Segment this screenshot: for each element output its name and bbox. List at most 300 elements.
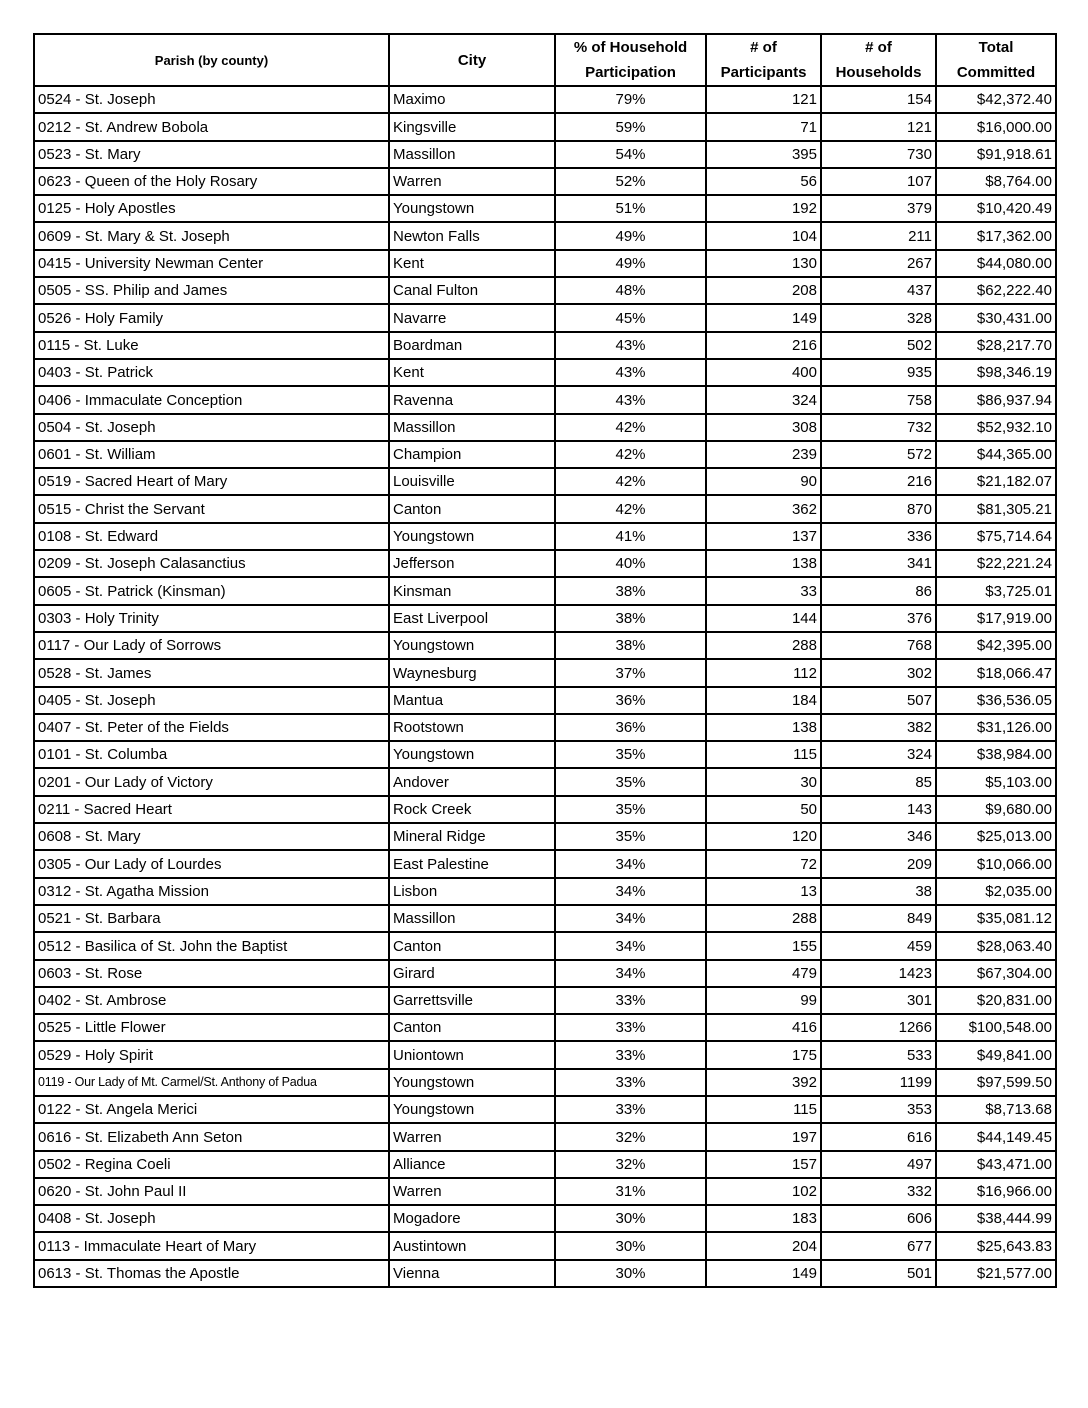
cell-parish: 0525 - Little Flower — [34, 1014, 389, 1041]
cell-household-participation: 45% — [555, 304, 706, 331]
table-row — [34, 905, 1056, 932]
cell-participants: 115 — [706, 741, 821, 768]
cell-parish: 0403 - St. Patrick — [34, 359, 389, 386]
header-total-committed: Total Committed — [936, 34, 1056, 86]
cell-households: 768 — [821, 632, 936, 659]
cell-city: Youngstown — [389, 1069, 555, 1096]
cell-participants: 56 — [706, 168, 821, 195]
table-row — [34, 1178, 1056, 1205]
cell-city: Massillon — [389, 141, 555, 168]
cell-city: Canal Fulton — [389, 277, 555, 304]
cell-total-committed: $42,395.00 — [936, 632, 1056, 659]
cell-households: 1423 — [821, 960, 936, 987]
cell-households: 502 — [821, 332, 936, 359]
cell-parish: 0524 - St. Joseph — [34, 86, 389, 113]
table-row — [34, 1069, 1056, 1096]
cell-household-participation: 43% — [555, 386, 706, 413]
cell-households: 606 — [821, 1205, 936, 1232]
cell-households: 301 — [821, 987, 936, 1014]
cell-participants: 71 — [706, 113, 821, 140]
cell-households: 533 — [821, 1041, 936, 1068]
cell-households: 849 — [821, 905, 936, 932]
cell-total-committed: $44,080.00 — [936, 250, 1056, 277]
cell-parish: 0519 - Sacred Heart of Mary — [34, 468, 389, 495]
cell-households: 209 — [821, 850, 936, 877]
table-row — [34, 1096, 1056, 1123]
cell-households: 353 — [821, 1096, 936, 1123]
table-row — [34, 168, 1056, 195]
cell-total-committed: $43,471.00 — [936, 1151, 1056, 1178]
cell-city: East Liverpool — [389, 605, 555, 632]
cell-participants: 395 — [706, 141, 821, 168]
cell-household-participation: 49% — [555, 222, 706, 249]
cell-households: 85 — [821, 768, 936, 795]
cell-parish: 0303 - Holy Trinity — [34, 605, 389, 632]
cell-households: 376 — [821, 605, 936, 632]
cell-city: Kent — [389, 359, 555, 386]
cell-total-committed: $21,577.00 — [936, 1260, 1056, 1287]
cell-household-participation: 34% — [555, 960, 706, 987]
cell-parish: 0115 - St. Luke — [34, 332, 389, 359]
cell-household-participation: 30% — [555, 1205, 706, 1232]
cell-parish: 0407 - St. Peter of the Fields — [34, 714, 389, 741]
cell-households: 758 — [821, 386, 936, 413]
cell-households: 572 — [821, 441, 936, 468]
cell-city: Vienna — [389, 1260, 555, 1287]
cell-city: Canton — [389, 495, 555, 522]
table-row — [34, 332, 1056, 359]
cell-household-participation: 52% — [555, 168, 706, 195]
cell-households: 1199 — [821, 1069, 936, 1096]
header-city: City — [389, 34, 555, 86]
cell-parish: 0505 - SS. Philip and James — [34, 277, 389, 304]
cell-households: 216 — [821, 468, 936, 495]
cell-city: Newton Falls — [389, 222, 555, 249]
cell-total-committed: $2,035.00 — [936, 878, 1056, 905]
cell-total-committed: $100,548.00 — [936, 1014, 1056, 1041]
cell-households: 86 — [821, 577, 936, 604]
cell-parish: 0117 - Our Lady of Sorrows — [34, 632, 389, 659]
cell-participants: 138 — [706, 550, 821, 577]
table-row — [34, 714, 1056, 741]
cell-participants: 138 — [706, 714, 821, 741]
table-row — [34, 495, 1056, 522]
participation-table — [33, 33, 1057, 1288]
cell-households: 324 — [821, 741, 936, 768]
cell-households: 38 — [821, 878, 936, 905]
cell-household-participation: 43% — [555, 332, 706, 359]
table-row — [34, 1151, 1056, 1178]
cell-participants: 324 — [706, 386, 821, 413]
cell-parish: 0521 - St. Barbara — [34, 905, 389, 932]
header-row — [34, 34, 1056, 86]
cell-households: 677 — [821, 1232, 936, 1259]
cell-total-committed: $5,103.00 — [936, 768, 1056, 795]
table-row — [34, 850, 1056, 877]
table-row — [34, 304, 1056, 331]
cell-parish: 0616 - St. Elizabeth Ann Seton — [34, 1123, 389, 1150]
cell-parish: 0529 - Holy Spirit — [34, 1041, 389, 1068]
cell-city: Youngstown — [389, 632, 555, 659]
cell-total-committed: $38,984.00 — [936, 741, 1056, 768]
cell-total-committed: $75,714.64 — [936, 523, 1056, 550]
cell-participants: 137 — [706, 523, 821, 550]
table-row — [34, 741, 1056, 768]
cell-city: Mantua — [389, 687, 555, 714]
cell-total-committed: $36,536.05 — [936, 687, 1056, 714]
cell-households: 437 — [821, 277, 936, 304]
cell-participants: 400 — [706, 359, 821, 386]
cell-households: 267 — [821, 250, 936, 277]
cell-household-participation: 42% — [555, 468, 706, 495]
cell-total-committed: $44,365.00 — [936, 441, 1056, 468]
cell-household-participation: 43% — [555, 359, 706, 386]
cell-participants: 149 — [706, 304, 821, 331]
table-row — [34, 577, 1056, 604]
cell-parish: 0108 - St. Edward — [34, 523, 389, 550]
cell-household-participation: 34% — [555, 878, 706, 905]
cell-household-participation: 30% — [555, 1232, 706, 1259]
cell-participants: 121 — [706, 86, 821, 113]
cell-city: Lisbon — [389, 878, 555, 905]
cell-household-participation: 30% — [555, 1260, 706, 1287]
cell-parish: 0623 - Queen of the Holy Rosary — [34, 168, 389, 195]
cell-parish: 0125 - Holy Apostles — [34, 195, 389, 222]
cell-total-committed: $22,221.24 — [936, 550, 1056, 577]
cell-total-committed: $44,149.45 — [936, 1123, 1056, 1150]
cell-household-participation: 33% — [555, 1014, 706, 1041]
cell-city: Warren — [389, 168, 555, 195]
cell-participants: 175 — [706, 1041, 821, 1068]
cell-participants: 362 — [706, 495, 821, 522]
cell-parish: 0620 - St. John Paul II — [34, 1178, 389, 1205]
cell-city: Ravenna — [389, 386, 555, 413]
cell-city: Boardman — [389, 332, 555, 359]
cell-household-participation: 37% — [555, 659, 706, 686]
cell-participants: 149 — [706, 1260, 821, 1287]
cell-city: Louisville — [389, 468, 555, 495]
table-row — [34, 605, 1056, 632]
cell-households: 346 — [821, 823, 936, 850]
cell-household-participation: 59% — [555, 113, 706, 140]
cell-total-committed: $17,919.00 — [936, 605, 1056, 632]
cell-total-committed: $25,643.83 — [936, 1232, 1056, 1259]
table-row — [34, 414, 1056, 441]
cell-households: 341 — [821, 550, 936, 577]
table-row — [34, 250, 1056, 277]
cell-households: 107 — [821, 168, 936, 195]
cell-households: 143 — [821, 796, 936, 823]
cell-households: 379 — [821, 195, 936, 222]
cell-participants: 155 — [706, 932, 821, 959]
cell-parish: 0101 - St. Columba — [34, 741, 389, 768]
cell-household-participation: 32% — [555, 1151, 706, 1178]
cell-household-participation: 34% — [555, 850, 706, 877]
cell-city: Waynesburg — [389, 659, 555, 686]
cell-households: 332 — [821, 1178, 936, 1205]
cell-participants: 308 — [706, 414, 821, 441]
cell-total-committed: $25,013.00 — [936, 823, 1056, 850]
cell-households: 507 — [821, 687, 936, 714]
cell-household-participation: 33% — [555, 1041, 706, 1068]
cell-household-participation: 32% — [555, 1123, 706, 1150]
table-row — [34, 687, 1056, 714]
header-households: # of Households — [821, 34, 936, 86]
cell-city: Andover — [389, 768, 555, 795]
cell-parish: 0601 - St. William — [34, 441, 389, 468]
cell-city: Navarre — [389, 304, 555, 331]
cell-parish: 0415 - University Newman Center — [34, 250, 389, 277]
cell-total-committed: $8,764.00 — [936, 168, 1056, 195]
table-row — [34, 113, 1056, 140]
cell-households: 336 — [821, 523, 936, 550]
cell-households: 497 — [821, 1151, 936, 1178]
cell-parish: 0122 - St. Angela Merici — [34, 1096, 389, 1123]
cell-household-participation: 31% — [555, 1178, 706, 1205]
cell-city: Mineral Ridge — [389, 823, 555, 850]
cell-household-participation: 48% — [555, 277, 706, 304]
cell-participants: 33 — [706, 577, 821, 604]
cell-parish: 0405 - St. Joseph — [34, 687, 389, 714]
cell-participants: 102 — [706, 1178, 821, 1205]
cell-households: 382 — [821, 714, 936, 741]
cell-total-committed: $9,680.00 — [936, 796, 1056, 823]
cell-total-committed: $8,713.68 — [936, 1096, 1056, 1123]
cell-total-committed: $52,932.10 — [936, 414, 1056, 441]
table-row — [34, 386, 1056, 413]
cell-participants: 13 — [706, 878, 821, 905]
cell-participants: 208 — [706, 277, 821, 304]
cell-household-participation: 34% — [555, 905, 706, 932]
cell-total-committed: $98,346.19 — [936, 359, 1056, 386]
cell-households: 730 — [821, 141, 936, 168]
cell-city: Uniontown — [389, 1041, 555, 1068]
cell-participants: 157 — [706, 1151, 821, 1178]
table-row — [34, 932, 1056, 959]
cell-total-committed: $16,000.00 — [936, 113, 1056, 140]
table-row — [34, 441, 1056, 468]
table-row — [34, 1041, 1056, 1068]
cell-household-participation: 38% — [555, 577, 706, 604]
cell-city: Mogadore — [389, 1205, 555, 1232]
cell-household-participation: 34% — [555, 932, 706, 959]
header-participants: # of Participants — [706, 34, 821, 86]
cell-household-participation: 49% — [555, 250, 706, 277]
cell-household-participation: 35% — [555, 768, 706, 795]
cell-total-committed: $28,217.70 — [936, 332, 1056, 359]
cell-parish: 0504 - St. Joseph — [34, 414, 389, 441]
cell-parish: 0608 - St. Mary — [34, 823, 389, 850]
cell-total-committed: $38,444.99 — [936, 1205, 1056, 1232]
cell-parish: 0502 - Regina Coeli — [34, 1151, 389, 1178]
table-row — [34, 277, 1056, 304]
cell-parish: 0305 - Our Lady of Lourdes — [34, 850, 389, 877]
cell-participants: 112 — [706, 659, 821, 686]
cell-participants: 90 — [706, 468, 821, 495]
table-row — [34, 632, 1056, 659]
cell-household-participation: 79% — [555, 86, 706, 113]
cell-household-participation: 33% — [555, 1096, 706, 1123]
cell-city: Maximo — [389, 86, 555, 113]
cell-city: Jefferson — [389, 550, 555, 577]
cell-city: Massillon — [389, 414, 555, 441]
cell-household-participation: 42% — [555, 414, 706, 441]
cell-participants: 288 — [706, 632, 821, 659]
cell-parish: 0402 - St. Ambrose — [34, 987, 389, 1014]
cell-total-committed: $21,182.07 — [936, 468, 1056, 495]
cell-city: Kinsman — [389, 577, 555, 604]
table-row — [34, 141, 1056, 168]
cell-city: Youngstown — [389, 1096, 555, 1123]
cell-city: Kent — [389, 250, 555, 277]
cell-city: Youngstown — [389, 195, 555, 222]
cell-participants: 392 — [706, 1069, 821, 1096]
cell-total-committed: $67,304.00 — [936, 960, 1056, 987]
cell-city: Kingsville — [389, 113, 555, 140]
cell-households: 616 — [821, 1123, 936, 1150]
cell-total-committed: $62,222.40 — [936, 277, 1056, 304]
table-row — [34, 195, 1056, 222]
table-row — [34, 768, 1056, 795]
cell-household-participation: 35% — [555, 741, 706, 768]
table-row — [34, 1014, 1056, 1041]
header-household-participation: % of Household Participation — [555, 34, 706, 86]
cell-household-participation: 51% — [555, 195, 706, 222]
cell-parish: 0523 - St. Mary — [34, 141, 389, 168]
cell-parish: 0212 - St. Andrew Bobola — [34, 113, 389, 140]
cell-household-participation: 33% — [555, 1069, 706, 1096]
table-row — [34, 468, 1056, 495]
cell-total-committed: $97,599.50 — [936, 1069, 1056, 1096]
table-row — [34, 359, 1056, 386]
cell-total-committed: $10,066.00 — [936, 850, 1056, 877]
table-row — [34, 987, 1056, 1014]
table-row — [34, 86, 1056, 113]
cell-households: 459 — [821, 932, 936, 959]
cell-parish: 0515 - Christ the Servant — [34, 495, 389, 522]
table-row — [34, 1205, 1056, 1232]
cell-participants: 288 — [706, 905, 821, 932]
cell-parish: 0408 - St. Joseph — [34, 1205, 389, 1232]
table-body — [34, 86, 1056, 1287]
cell-city: Canton — [389, 1014, 555, 1041]
cell-city: Alliance — [389, 1151, 555, 1178]
cell-parish: 0312 - St. Agatha Mission — [34, 878, 389, 905]
table-row — [34, 878, 1056, 905]
cell-participants: 192 — [706, 195, 821, 222]
cell-participants: 130 — [706, 250, 821, 277]
cell-city: Youngstown — [389, 523, 555, 550]
cell-households: 935 — [821, 359, 936, 386]
cell-total-committed: $10,420.49 — [936, 195, 1056, 222]
cell-household-participation: 42% — [555, 441, 706, 468]
cell-city: Warren — [389, 1123, 555, 1150]
cell-household-participation: 35% — [555, 796, 706, 823]
cell-city: Warren — [389, 1178, 555, 1205]
cell-parish: 0528 - St. James — [34, 659, 389, 686]
cell-participants: 204 — [706, 1232, 821, 1259]
cell-households: 154 — [821, 86, 936, 113]
cell-parish: 0406 - Immaculate Conception — [34, 386, 389, 413]
cell-households: 121 — [821, 113, 936, 140]
cell-total-committed: $17,362.00 — [936, 222, 1056, 249]
cell-participants: 239 — [706, 441, 821, 468]
cell-city: Youngstown — [389, 741, 555, 768]
cell-households: 328 — [821, 304, 936, 331]
cell-household-participation: 54% — [555, 141, 706, 168]
cell-total-committed: $81,305.21 — [936, 495, 1056, 522]
cell-parish: 0119 - Our Lady of Mt. Carmel/St. Anthony of Padua — [34, 1069, 389, 1096]
cell-total-committed: $20,831.00 — [936, 987, 1056, 1014]
cell-households: 302 — [821, 659, 936, 686]
cell-total-committed: $16,966.00 — [936, 1178, 1056, 1205]
cell-total-committed: $86,937.94 — [936, 386, 1056, 413]
cell-total-committed: $3,725.01 — [936, 577, 1056, 604]
cell-households: 211 — [821, 222, 936, 249]
cell-city: Massillon — [389, 905, 555, 932]
cell-parish: 0512 - Basilica of St. John the Baptist — [34, 932, 389, 959]
cell-household-participation: 38% — [555, 605, 706, 632]
cell-parish: 0613 - St. Thomas the Apostle — [34, 1260, 389, 1287]
cell-participants: 72 — [706, 850, 821, 877]
cell-household-participation: 33% — [555, 987, 706, 1014]
cell-households: 870 — [821, 495, 936, 522]
table-row — [34, 659, 1056, 686]
cell-participants: 184 — [706, 687, 821, 714]
cell-parish: 0603 - St. Rose — [34, 960, 389, 987]
table-row — [34, 823, 1056, 850]
cell-parish: 0209 - St. Joseph Calasanctius — [34, 550, 389, 577]
cell-household-participation: 36% — [555, 687, 706, 714]
cell-parish: 0605 - St. Patrick (Kinsman) — [34, 577, 389, 604]
cell-total-committed: $49,841.00 — [936, 1041, 1056, 1068]
cell-participants: 216 — [706, 332, 821, 359]
cell-participants: 104 — [706, 222, 821, 249]
table-row — [34, 550, 1056, 577]
table-row — [34, 796, 1056, 823]
cell-city: Canton — [389, 932, 555, 959]
cell-total-committed: $30,431.00 — [936, 304, 1056, 331]
header-parish: Parish (by county) — [34, 34, 389, 86]
cell-participants: 144 — [706, 605, 821, 632]
cell-total-committed: $31,126.00 — [936, 714, 1056, 741]
cell-household-participation: 35% — [555, 823, 706, 850]
cell-city: Girard — [389, 960, 555, 987]
cell-household-participation: 40% — [555, 550, 706, 577]
table-row — [34, 1260, 1056, 1287]
table-row — [34, 222, 1056, 249]
cell-participants: 183 — [706, 1205, 821, 1232]
cell-total-committed: $18,066.47 — [936, 659, 1056, 686]
cell-participants: 115 — [706, 1096, 821, 1123]
table-row — [34, 960, 1056, 987]
cell-household-participation: 36% — [555, 714, 706, 741]
table-row — [34, 523, 1056, 550]
cell-city: Champion — [389, 441, 555, 468]
cell-participants: 120 — [706, 823, 821, 850]
cell-households: 1266 — [821, 1014, 936, 1041]
cell-households: 501 — [821, 1260, 936, 1287]
cell-parish: 0201 - Our Lady of Victory — [34, 768, 389, 795]
cell-participants: 50 — [706, 796, 821, 823]
cell-household-participation: 38% — [555, 632, 706, 659]
cell-city: East Palestine — [389, 850, 555, 877]
table-row — [34, 1123, 1056, 1150]
cell-city: Garrettsville — [389, 987, 555, 1014]
cell-participants: 30 — [706, 768, 821, 795]
cell-parish: 0113 - Immaculate Heart of Mary — [34, 1232, 389, 1259]
cell-parish: 0526 - Holy Family — [34, 304, 389, 331]
